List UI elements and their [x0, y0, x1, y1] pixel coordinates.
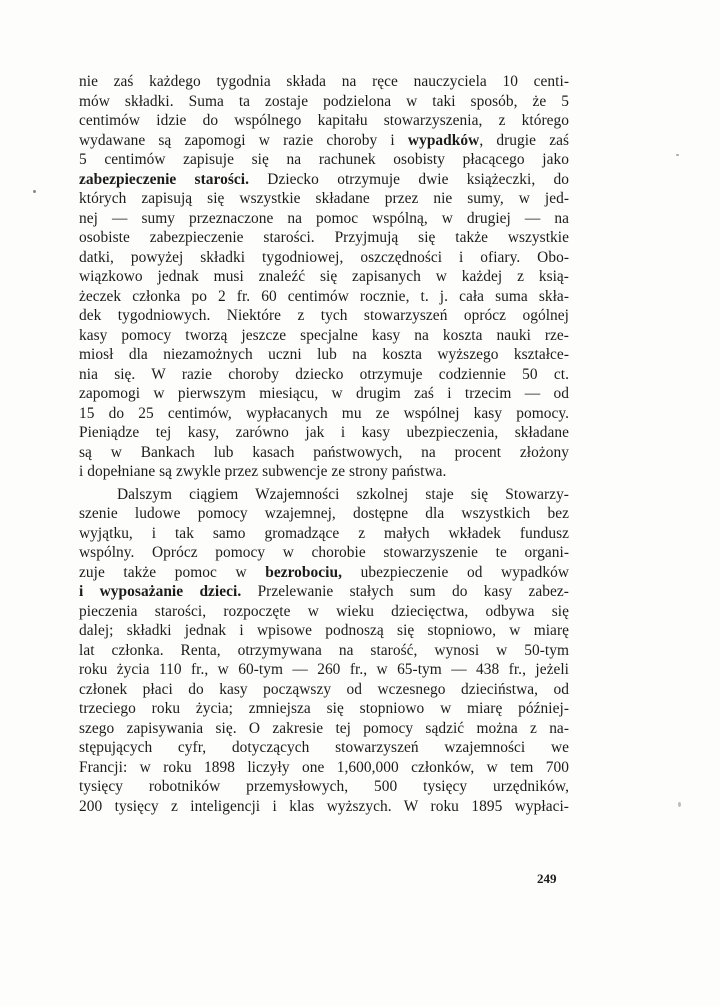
text-line: wydawane są zapomogi w razie choroby i wypadków, drugie zaś: [79, 131, 569, 149]
text-line: i dopełniane są zwykle przez subwencje ze strony państwa.: [79, 463, 447, 480]
text-line: datki, powyżej składki tygodniowej, oszczędności i ofiary. Obo-: [79, 248, 569, 266]
text-line: centimów idzie do wspólnego kapitału stowarzyszenia, z którego: [79, 112, 569, 129]
text-line: których zapisują się wszystkie składane przez nie sumy, w jed-: [79, 190, 569, 207]
text-line: są w Bankach lub kasach państwowych, na procent złożony: [79, 443, 569, 461]
text-line: zapomogi w pierwszym miesiącu, w drugim zaś i trzecim — od: [79, 385, 569, 402]
text-line: Pieniądze tej kasy, zarówno jak i kasy ubezpieczenia, składane: [79, 424, 569, 441]
scan-speck: [33, 190, 36, 193]
text-line: mów składki. Suma ta zostaje podzielona w taki sposób, że 5: [79, 92, 569, 110]
text-line: nej — sumy przeznaczone na pomoc wspólną, w drugiej — na: [79, 209, 569, 227]
text-line: trzeciego roku życia; zmniejsza się stopniowo w miarę później-: [79, 700, 569, 717]
text-line: szenie ludowe pomocy wzajemnej, dostępne dla wszystkich bez: [79, 505, 569, 522]
text-line: 5 centimów zapisuje się na rachunek osobisty płacącego jako: [79, 151, 569, 168]
text-line: stępujących cyfr, dotyczących stowarzyszeń wzajemności we: [79, 739, 569, 756]
text-line: roku życia 110 fr., w 60-tym — 260 fr., w 65-tym — 438 fr., jeżeli: [79, 661, 569, 678]
text-line: dek tygodniowych. Niektóre z tych stowarzyszeń oprócz ogólnej: [79, 307, 569, 324]
body-text: [79, 72, 569, 816]
text-line: żeczek członka po 2 fr. 60 centimów rocznie, t. j. cała suma skła-: [79, 287, 569, 305]
text-line: wyjątku, i tak samo gromadzące z małych wkładek fundusz: [79, 524, 569, 542]
bold-emphasis: i wyposażanie dzieci.: [79, 583, 242, 600]
paragraph: [79, 72, 569, 482]
text-line: zuje także pomoc w bezrobociu, ubezpieczenie od wypadków: [79, 563, 569, 581]
text-line: Francji: w roku 1898 liczyły one 1,600,000 członków, w tem 700: [79, 758, 569, 776]
bold-emphasis: wypadków: [407, 131, 480, 149]
page-number: 249: [537, 871, 557, 886]
text-line: pieczenia starości, rozpoczęte w wieku dziecięctwa, odbywa się: [79, 602, 569, 620]
text-line: szego zapisywania się. O zakresie tej pomocy sądzić można z na-: [79, 719, 569, 737]
text-line: członek płaci do kasy począwszy od wczesnego dzieciństwa, od: [79, 680, 569, 698]
text-line: zabezpieczenie starości. Dziecko otrzymuje dwie książeczki, do: [79, 170, 569, 188]
text-line: wiązkowo jednak musi znaleźć się zapisanych w każdej z ksią-: [79, 268, 569, 285]
text-line: Dalszym ciągiem Wzajemności szkolnej staje się Stowarzy-: [117, 485, 569, 503]
text-line: lat członka. Renta, otrzymywana na starość, wynosi w 50-tym: [79, 641, 569, 659]
text-line: dalej; składki jednak i wpisowe podnoszą się stopniowo, w miarę: [79, 622, 569, 639]
text-line: kasy pomocy tworzą jeszcze specjalne kasy na koszta nauki rze-: [79, 326, 569, 344]
text-line: osobiste zabezpieczenie starości. Przyjmują się także wszystkie: [79, 229, 569, 246]
text-line: 15 do 25 centimów, wypłacanych mu ze wspólnej kasy pomocy.: [79, 404, 569, 422]
scan-speck: [676, 154, 679, 156]
text-line: miosł dla niezamożnych uczni lub na koszta wyższego kształce-: [79, 346, 569, 363]
bold-emphasis: bezrobociu,: [265, 563, 342, 581]
text-line: wspólny. Oprócz pomocy w chorobie stowarzyszenie te organi-: [79, 544, 569, 561]
text-line: nia się. W razie choroby dziecko otrzymuje codziennie 50 ct.: [79, 365, 569, 383]
paragraph: [79, 485, 569, 817]
text-line: nie zaś każdego tygodnia składa na ręce nauczyciela 10 centi-: [79, 73, 569, 90]
scan-speck: [678, 802, 681, 807]
text-line: 200 tysięcy z inteligencji i klas wyższych. W roku 1895 wypłaci-: [79, 797, 569, 815]
text-line: i wyposażanie dzieci. Przelewanie stałych sum do kasy zabez-: [79, 583, 569, 600]
text-line: tysięcy robotników przemysłowych, 500 tysięcy urzędników,: [79, 778, 569, 795]
bold-emphasis: zabezpieczenie starości.: [79, 170, 250, 188]
